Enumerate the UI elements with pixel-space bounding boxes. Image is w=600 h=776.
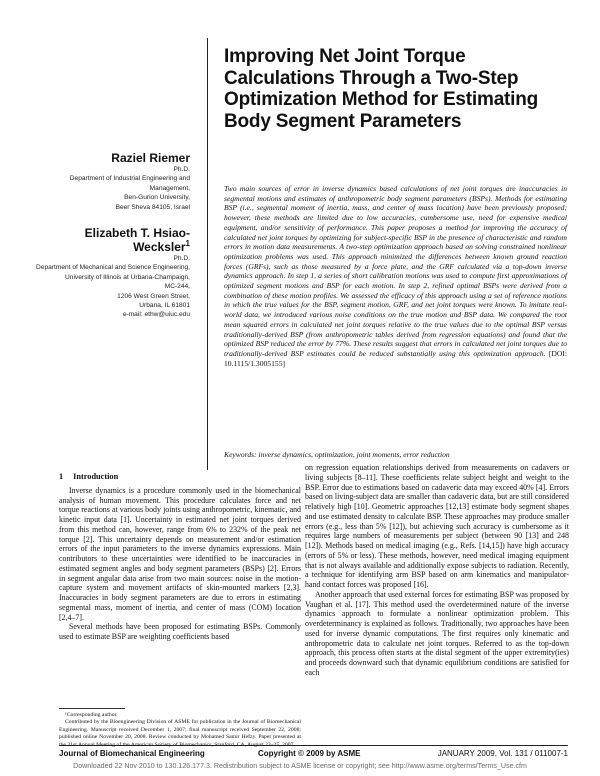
abstract [224,184,567,368]
download-notice[interactable]: Downloaded 22 Nov 2010 to 130.126.177.3. Redistribution subject to ASME license or copyright; see http://www.asme.org/terms/Terms_Use.cfm [73,762,527,770]
author-name: Raziel Riemer [111,151,190,165]
footer-issue-info: JANUARY 2009, Vol. 131 / 011007-1 [437,749,568,758]
footer-journal-name: Journal of Biomechanical Engineering [59,749,205,758]
section-title: Introduction [73,472,119,481]
paper-title: Improving Net Joint Torque Calculations Through a Two-Step Optimization Method for Estimating Body Segment Parameters [224,46,539,132]
author-affiliation: Ph.D. Department of Mechanical and Science Engineering, University of Illinois at Urbana-Champaign, MC-244, 1206 West Green Street, Urbana, IL 61801 e-mail: ethw@uiuc.edu [36,255,190,319]
author-superscript: 1 [185,239,190,248]
footnote-corresponding: ¹Corresponding author. [65,712,118,718]
abstract-text: Two main sources of error in inverse dynamics based calculations of net joint torques are inaccuracies in segmental motions and estimates of anthropometric body segment parameters (BSPs). Methods for estimating BSP (i.e., segmental moment of inertia, mass, and center of mass location) have been previously proposed; however, these methods are limited due to low accuracies, cumbersome use, need for expensive medical equipment, and/or sensitivity of performance. This paper proposes a method for improving the accuracy of calculated net joint torques by optimizing for subject-specific BSP in the presence of characteristic and random errors in motion data measurements. A two-step optimization approach based on solving constrained nonlinear optimization problems was used. This approach minimized the differences between known ground reaction forces (GRFs), such as those measured by a force plate, and the GRF calculated via a top-down inverse dynamics approach. In step 1, a series of short calibration motions was used to compute first approximations of optimized segment motions and BSP for each motion. In step 2, refined optimal BSPs were derived from a combination of these motion profiles. We assessed the efficacy of this approach using a set of reference motions in which the true values for the BSP, segment motion, GRF, and net joint torques were known. To imitate real-world data, we introduced various noise conditions on the true motion and BSP data. We compared the root mean squared errors in calculated net joint torques relative to the true values due to the optimal BSP versus traditionally-derived BSP (from anthropometric tables derived from regression equations) and found that the optimized BSP reduced the error by 77%. These results suggest that errors in calculated net joint torques due to traditionally-derived BSP estimates could be reduced substantially using this optimization approach. [224,184,567,358]
paragraph: Inverse dynamics is a procedure commonly used in the biomechanical analysis of human movement. This procedure calculates force and net torque reactions at various body joints using anthropometric, kinematic, and kinetic input data [1]. Uncertainty in estimated net joint torques derived from this method can, however, range from 6% to 232% of the peak net torque [2]. This uncertainty depends on measurement and/or estimation errors of the input parameters to the inverse dynamics expressions. Main contributors to these uncertainties were identified to be inaccuracies in estimated segment angles and body segment parameters (BSPs) [2]. Errors in segment angular data arise from two main sources: noise in the motion-capture system and movement artifacts of skin-mounted markers [2,3]. Inaccuracies in body segment parameters are due to errors in estimating segmental mass, moment of inertia, and center of mass (COM) location [2,4–7]. [59,485,301,622]
paragraph: Another approach that used external forces for estimating BSP was proposed by Vaughan et al. [17]. This method used the overdetermined nature of the inverse dynamics approach to formulate a nonlinear optimization problem. This overdeterminancy is explained as follows. Traditionally, two approaches have been used for inverse dynamic computations. The first requires only kinematic and anthropometric data to calculate net joint torques. Referred to as the top-down approach, this process often starts at the distal segment of the upper extremity(ies) and proceeds downward such that dynamic equilibrium conditions are satisfied for each [305,589,569,677]
section-heading [59,472,301,482]
footer-copyright: Copyright © 2009 by ASME [258,749,361,758]
footnote-divider [59,708,125,709]
section-number: 1 [59,472,64,481]
footer-divider [59,745,568,746]
footnotes [59,712,301,749]
author-affiliation: Ph.D. Department of Industrial Engineering and Management, Ben-Gurion University, Beer Sheva 84105, Israel [69,166,190,211]
doi-link[interactable]: [DOI: 10.1115/1.3005155] [224,348,567,368]
author-riemer [30,151,190,212]
footnote-publication-info: Contributed by the Bioengineering Division of ASME for publication in the Journal of Biomechanical Engineering. Manuscript received December 1, 2007; final manuscript received September 22, 2008; published online November 20, 2008. Review conducted by Mohamed Samir Hefzy. Paper presented at [59,719,301,741]
keywords: Keywords: inverse dynamics, optimization, joint moments, error reduction [224,450,450,459]
body-column-left [59,472,301,642]
header-divider-line [207,38,208,470]
paragraph: Several methods have been proposed for estimating BSPs. Commonly used to estimate BSP are weighting coefficients based [59,622,301,641]
author-hsiao-wecksler [30,226,190,320]
paragraph: on regression equation relationships derived from measurements on cadavers or living subjects [8–11]. These coefficients relate subject height and weight to the BSP. Error due to estimations based on cadaveric data may exceed 40% [4]. Errors based on living-subject data are smaller than cadaveric data, but are still considered relatively high [10]. Geometric approaches [12,13] estimate body segment shapes and use estimated density to calculate BSP. These approaches may produce smaller errors (e.g., less than 5% [12]), but achieving such accuracy is cumbersome as it requires large numbers of measurements per subject (between 90 [13] and 248 [12]). Methods based on medical imaging (e.g., Refs. [14,15]) have high accuracy (errors of 5% or less). These methods, however, need medical imaging equipment that is not always available and additionally expose subjects to radiation. Recently, a technique for identifying arm BSP based on arm kinematics and manipulator-hand contact forces was proposed [16]. [305,463,569,589]
author-name: Elizabeth T. Hsiao-Wecksler$^1$ [84,226,190,254]
body-column-right [305,463,569,678]
